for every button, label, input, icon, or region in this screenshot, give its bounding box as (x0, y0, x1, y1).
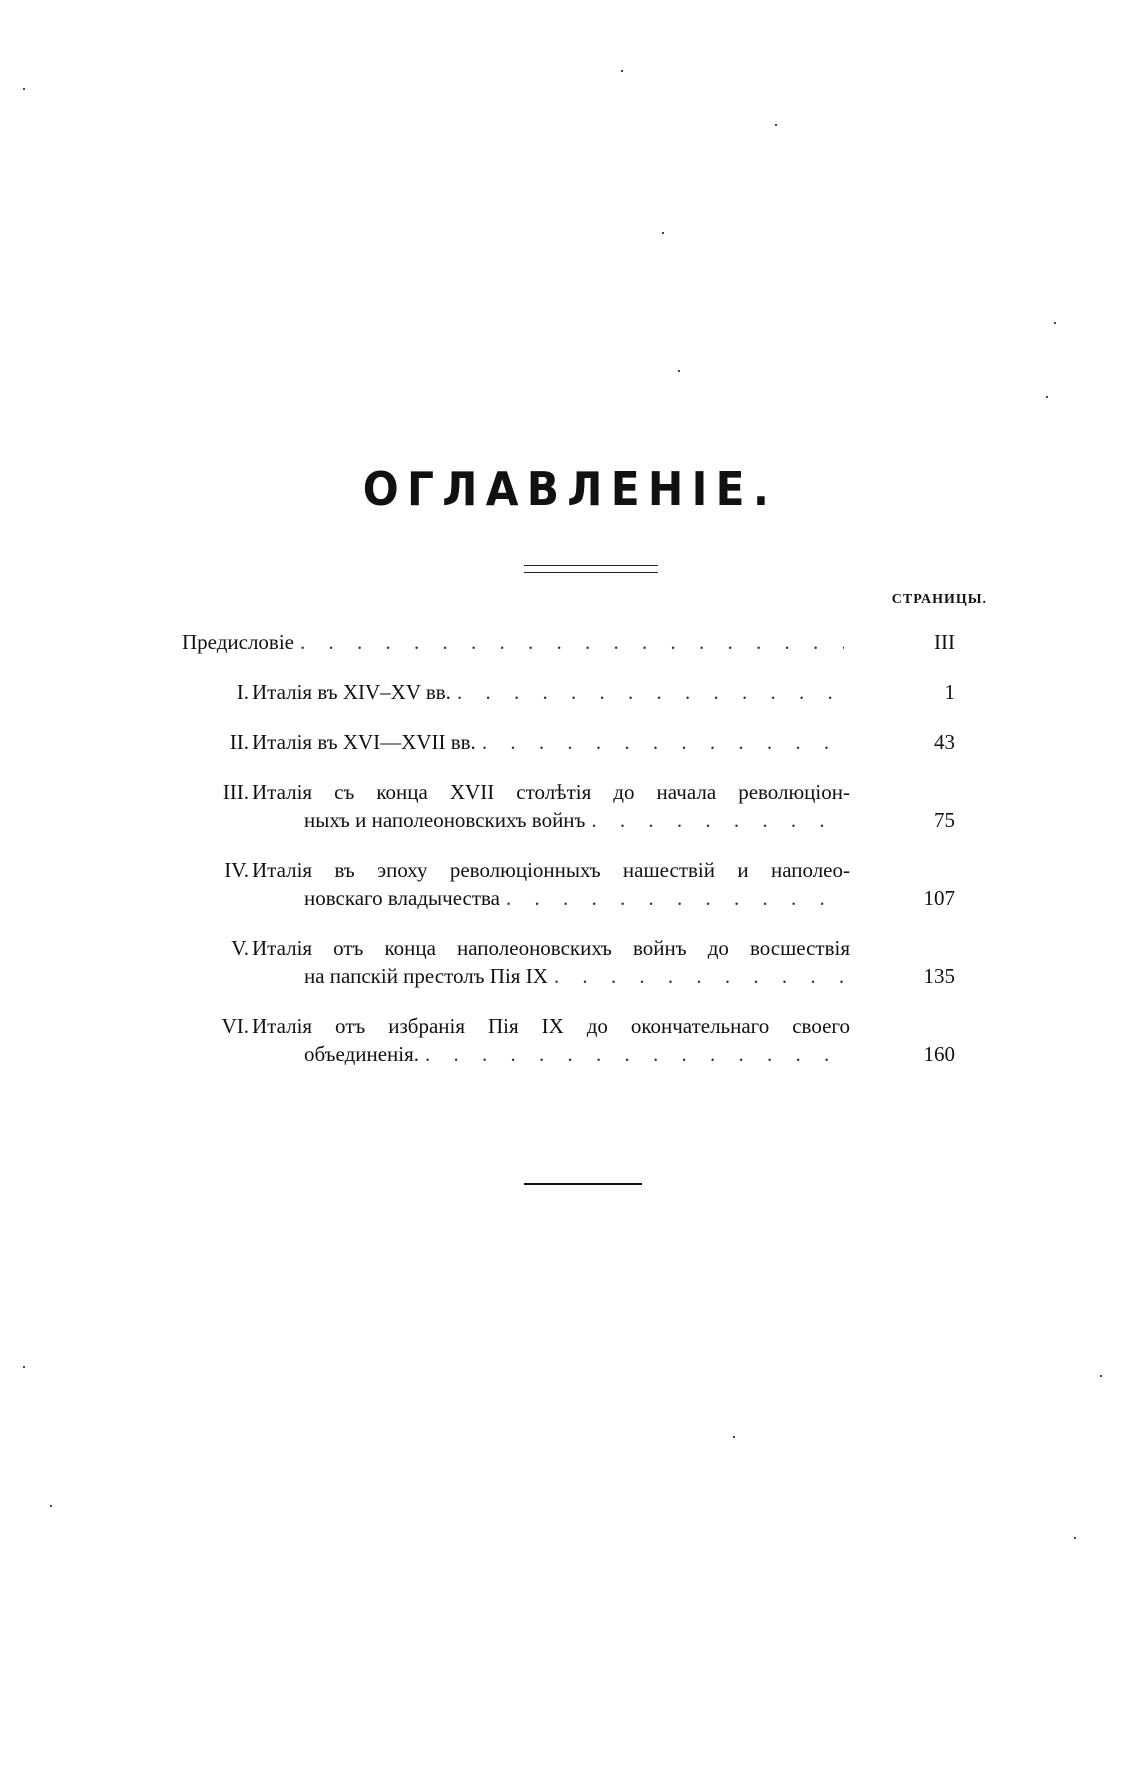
scan-speck (775, 124, 777, 126)
dot-leader (591, 806, 844, 834)
scan-speck (50, 1505, 52, 1507)
chapter-number: III. (222, 780, 249, 804)
dot-leader (554, 962, 844, 990)
scan-speck (1074, 1537, 1076, 1539)
toc-entry-chapter-5[interactable] (180, 934, 970, 990)
toc-entry-page: 75 (934, 808, 955, 832)
toc-entry-chapter-4[interactable] (180, 856, 970, 912)
chapter-number: V. (231, 936, 249, 960)
chapter-number: I. (236, 680, 249, 704)
scan-speck (678, 370, 680, 372)
toc-entry-title-line1: Италія отъ конца наполеоновскихъ войнъ до восшествія (252, 936, 850, 960)
toc-entry-preface[interactable] (180, 628, 970, 656)
toc-entry-page: 1 (944, 680, 955, 704)
toc-entry-title: Италія въ XIV–XV вв. (252, 680, 451, 704)
toc-entry-title: Италія въ XVI—XVII вв. (252, 730, 476, 754)
chapter-number: IV. (224, 858, 249, 882)
scan-speck (1046, 396, 1048, 398)
toc-entry-title-line1: Италія въ эпоху революціонныхъ нашествій и наполео- (252, 858, 850, 882)
dot-leader (506, 884, 844, 912)
toc-entry-chapter-6[interactable] (180, 1012, 970, 1068)
toc-entry-page: 160 (923, 1042, 955, 1066)
title-ornament-divider (524, 565, 658, 573)
dot-leader (300, 628, 844, 656)
toc-entry-page: 135 (923, 964, 955, 988)
scan-speck (733, 1436, 735, 1438)
page-title: ОГЛАВЛЕНІЕ. (362, 462, 778, 516)
scan-speck (23, 88, 25, 90)
dot-leader (425, 1040, 844, 1068)
scan-speck (23, 1366, 25, 1368)
toc-entry-page: 107 (923, 886, 955, 910)
scan-speck (1100, 1375, 1102, 1377)
toc-entry-title-line2: объединенія. (304, 1042, 420, 1066)
toc-entry-page: III (934, 630, 955, 654)
pages-column-header: СТРАНИЦЫ. (891, 592, 987, 607)
toc-entry-chapter-1[interactable] (180, 678, 970, 706)
toc-entry-title-line1: Италія отъ избранія Пія IX до окончательнаго своего (252, 1014, 850, 1038)
toc-entry-title-line1: Италія съ конца XVII столѣтія до начала революціон- (252, 780, 850, 804)
dot-leader (482, 728, 844, 756)
toc-entry-page: 43 (934, 730, 955, 754)
toc-entry-title-line2: новскаго владычества (304, 886, 500, 910)
scan-speck (662, 232, 664, 234)
chapter-number: VI. (221, 1014, 249, 1038)
toc-entry-title: Предисловіе (182, 630, 295, 654)
toc-entry-chapter-3[interactable] (180, 778, 970, 834)
table-of-contents (180, 628, 970, 1090)
dot-leader (457, 678, 844, 706)
chapter-number: II. (229, 730, 249, 754)
scan-speck (621, 70, 623, 72)
closing-rule (524, 1183, 642, 1185)
toc-entry-title-line2: ныхъ и наполеоновскихъ войнъ (304, 808, 586, 832)
toc-entry-title-line2: на папскій престолъ Пія IX (304, 964, 548, 988)
scan-speck (1054, 322, 1056, 324)
toc-entry-chapter-2[interactable] (180, 728, 970, 756)
